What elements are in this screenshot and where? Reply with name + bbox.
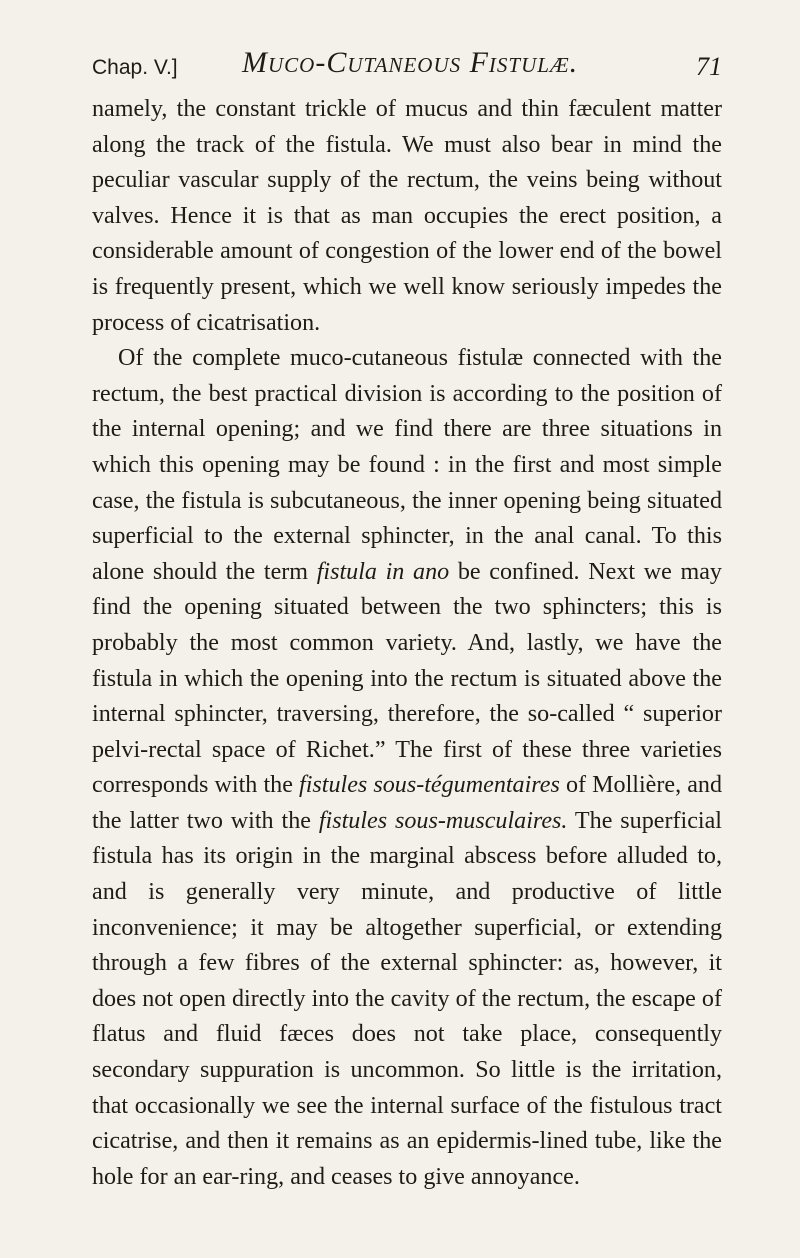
italic-term: fistules sous-musculaires.: [318, 807, 568, 834]
paragraph: [92, 92, 722, 341]
text-segment: of Mollière, and the latter two with the: [92, 772, 723, 834]
text-segment: Of the complete muco-cutaneous fistulæ connected with the rectum, the best practical division is according to the position of the internal opening; and we find there are three situations in which this opening may be found : in the first and most simple case, the fistula is subcutaneous, the inner opening being situated superficial to the external sphincter, in the anal canal. To this alone should the term: [92, 345, 722, 585]
body-text: [92, 92, 722, 1195]
italic-term: fistules sous-tégumentaires: [299, 772, 560, 799]
running-head: [92, 46, 722, 86]
italic-term: fistula in ano: [316, 558, 450, 585]
running-title: Muco-Cutaneous Fistulæ.: [242, 46, 579, 79]
page-number: 71: [696, 52, 722, 81]
text-segment: namely, the constant trickle of mucus and thin fæculent matter along the track of the fistula. We must also bear in mind the peculiar vascular supply of the rectum, the veins being without valves. Hence it is that as man occupies the erect position, a considerable amount of congestion of the lower end of the bowel is frequently present, which we well know seriously impedes the process of cicatrisation.: [92, 96, 722, 336]
chapter-label: Chap. V.]: [92, 56, 178, 79]
text-segment: The superficial fistula has its origin in the marginal abscess before alluded to, and is generally very minute, and productive of little inconvenience; it may be altogether superficial, or extending through a few fibres of the external sphincter: as, however, it does not open directly into the cavity of the rectum, the escape of flatus and fluid fæces does not take place, consequently secondary suppuration is uncommon. So little is the irritation, that occasionally we see the internal surface of the fistulous tract cicatrise, and then it remains as an epidermis-lined tube, like the hole for an ear-ring, and ceases to give annoyance.: [92, 807, 722, 1190]
text-segment: be confined. Next we may find the opening situated between the two sphincters; this is probably the most common variety. And, lastly, we have the fistula in which the opening into the rectum is situated above the internal sphincter, traversing, therefore, the so-called “ superior pelvi-rectal space of Richet.” The first of these three varieties corresponds with the: [92, 558, 722, 799]
paragraph: [92, 341, 722, 1195]
